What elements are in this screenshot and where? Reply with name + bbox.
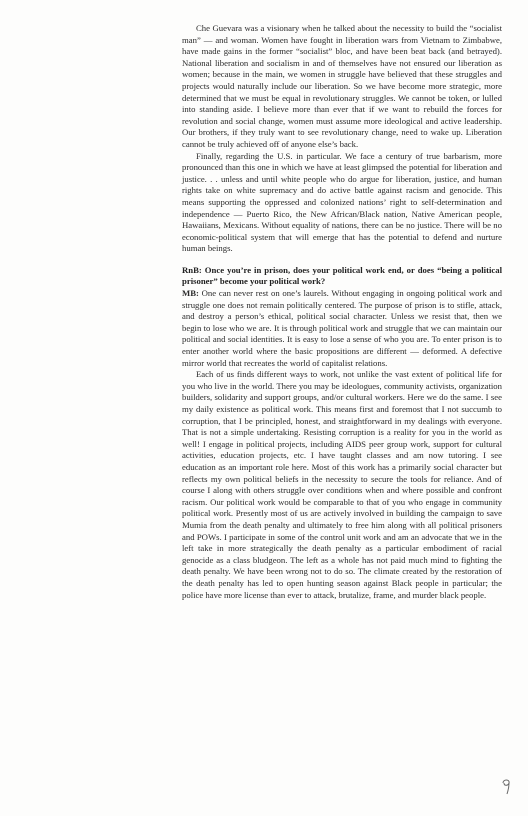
- section-gap: [182, 255, 502, 265]
- intro-paragraph-2: Finally, regarding the U.S. in particular. We face a century of true barbarism, more pronounced than this one in which we have at least glimpsed the potential for liberation and justice. . . unless and until white people who do argue for liberation, justice, and human rights take on white supremacy and do active battle against racism and genocide. This means supporting the oppressed and colonized nations’ right to self-determination and independence — Puerto Rico, the New African/Black nation, Native American people, Hawaiians, Mexicans. Without equality of nations, there can be no justice. There will be no economic-political system that will emerge that has the potential to defend and nurture human beings.: [182, 150, 502, 254]
- question-speaker: RnB:: [182, 264, 202, 275]
- answer-text-1: One can never rest on one’s laurels. Without engaging in ongoing political work and struggle one does not remain politically centered. The purpose of prison is to stifle, attack, and destroy a person’s ethical, political social character. Unless we resist that, then we begin to lose who we are. It is through political work and struggle that we can maintain our political and social identities. It is easy to lose a sense of who you are. To enter prison is to enter another world where the basic propositions are different — deformed. A defective mirror world that recreates the world of capitalist relations.: [182, 288, 502, 368]
- page-number-glyph: [500, 777, 512, 795]
- handwritten-page-mark: [500, 777, 512, 795]
- answer-paragraph-2: Each of us finds different ways to work, not unlike the vast extent of political life for you who live in the world. There you may be ideologues, community activists, organization builders, solidarity and support groups, and/or cultural workers. Here we do the same. I see my daily existence as political work. This means first and foremost that I not succumb to corruption, that I be principled, honest, and straightforward in my dealings with everyone. That is not a simple undertaking. Resisting corruption is a reality for you in the world as well! I engage in political projects, including AIDS peer group work, support for cultural activities, education projects, etc. I have taught classes and am now tutoring. I see education as an important role here. Most of this work has a primarily social character but reflects my own political beliefs in the necessity to secure the tools for reliance. And of course I along with others struggle over conditions when and where possible and confront racism. Our political work would be comparable to that of you who engage in community political work. Presently most of us are actively involved in building the campaign to save Mumia from the death penalty and ultimately to free him along with all political prisoners and POWs. I participate in some of the control unit work and am an advocate that we in the left take in more strategically the death penalty as a particular embodiment of racial genocide as a class bludgeon. The left as a whole has not paid much mind to fighting the death penalty. We have been wrong not to do so. The climate created by the restoration of the death penalty has led to open hunting season against Black people in particular; the police have more license than ever to attack, brutalize, frame, and murder black people.: [182, 369, 502, 600]
- intro-paragraph-1: Che Guevara was a visionary when he talked about the necessity to build the “socialist man” — and woman. Women have fought in liberation wars from Vietnam to Zimbabwe, have made gains in the former “socialist” bloc, and have been beat back (and betrayed). National liberation and socialism in and of themselves have not ensured our liberation as women; because in the main, we women in struggle have believed that these struggles and projects would naturally include our liberation. So we have become more strategic, more determined that we must be equal in revolutionary struggles. We cannot be token, or lulled into standing aside. I believe more than ever that if we want to rebuild the forces for revolution and social change, women must assume more ideological and active leadership. Our brothers, if they truly want to see revolutionary change, need to wake up. Liberation cannot be truly achieved off of anyone else’s back.: [182, 23, 502, 149]
- answer-speaker: MB:: [182, 288, 199, 299]
- interview-question: [182, 265, 502, 288]
- answer-paragraph-1: [182, 288, 502, 369]
- article-text-column: [182, 23, 502, 601]
- question-text: Once you’re in prison, does your political work end, or does “being a political prisoner” become your political work?: [182, 264, 502, 287]
